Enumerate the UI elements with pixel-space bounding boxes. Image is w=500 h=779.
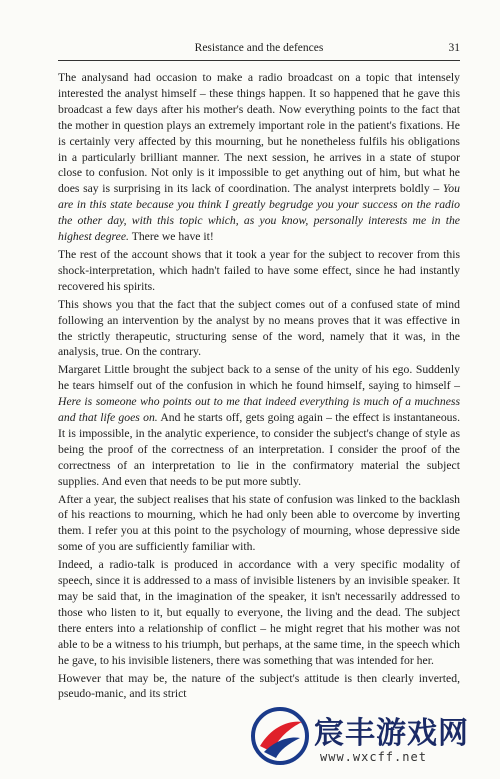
page-number: 31 bbox=[448, 42, 460, 54]
paragraph: This shows you that the fact that the subject comes out of a confused state of mind following an intervention by the analyst by no means proves that it was effective in the strictly therapeutic, structuring sense of the word, namely that it was, in the analysis, true. On the contrary. bbox=[58, 297, 460, 359]
body-text bbox=[58, 70, 460, 704]
paragraph: However that may be, the nature of the subject's attitude is then clearly inverted, pseudo-manic, and its strict bbox=[58, 671, 460, 701]
running-title: Resistance and the defences bbox=[194, 42, 324, 54]
watermark-url: www.wxcff.net bbox=[320, 750, 427, 764]
paragraph: After a year, the subject realises that his state of confusion was linked to the backlash of his reactions to mourning, which he had only been able to overcome by inverting them. I refer you at this point to the psychology of mourning, whose depressive side some of you are sufficiently familiar with. bbox=[58, 492, 460, 554]
paragraph: Indeed, a radio-talk is produced in accordance with a very specific modality of speech, since it is addressed to a mass of invisible listeners by an invisible speaker. It may be said that, in the imagination of the speaker, it isn't necessarily addressed to those who listen to it, but equally to everyone, the living and the dead. The subject there enters into a relationship of conflict – he might regret that his mother was not able to be a witness to his triumph, but perhaps, at the same time, in the speech which he gave, to his invisible listeners, there was something that was intended for her. bbox=[58, 558, 460, 667]
running-header bbox=[58, 42, 460, 58]
watermark-title: 宸丰游戏网 bbox=[314, 716, 469, 751]
paragraph: The analysand had occasion to make a radio broadcast on a topic that intensely interested the analyst himself – these things happen. It so happened that he gave this broadcast a few days after his mother's death. Now everything points to the fact that the mother in question plays an extremely important role in the patient's fixations. He is certainly very affected by this mourning, but he nonetheless fulfils his obligations in a particularly brilliant manner. The next session, he arrives in a state of stupor close to confusion. Not only is it impossible to get anything out of him, but what he does say is surprising in its lack of coordination. The analyst interprets boldly – You are in this state because you think I greatly begrudge you your success on the radio the other day, with this topic which, as you know, personally interests me in the highest degree. There we have it! bbox=[58, 71, 460, 244]
italic-quote: You are in this state because you think I greatly begrudge you your success on the radio the other day, with this topic which, as you know, personally interests me in the highest degree. bbox=[58, 182, 460, 244]
paragraph: Margaret Little brought the subject back to a sense of the unity of his ego. Suddenly he tears himself out of the confusion in which he found himself, saying to himself – Here is someone who points out to me that indeed everything is much of a muchness and that life goes on. And he starts off, gets going again – the effect is instantaneous. It is impossible, in the analytic experience, to consider the subject's change of style as being the proof of the correctness of an interpretation. I consider the proof of the correctness of an interpretation to lie in the confirmatory material the subject supplies. And even that needs to be put more subtly. bbox=[58, 363, 460, 488]
watermark bbox=[250, 706, 495, 776]
paragraph: The rest of the account shows that it took a year for the subject to recover from this shock-interpretation, which hadn't failed to have some effect, since he had instantly recovered his spirits. bbox=[58, 247, 460, 293]
swoosh-logo-icon bbox=[250, 706, 310, 766]
italic-quote: Here is someone who points out to me that indeed everything is much of a muchness and that life goes on. bbox=[58, 395, 460, 425]
header-rule bbox=[58, 60, 460, 61]
